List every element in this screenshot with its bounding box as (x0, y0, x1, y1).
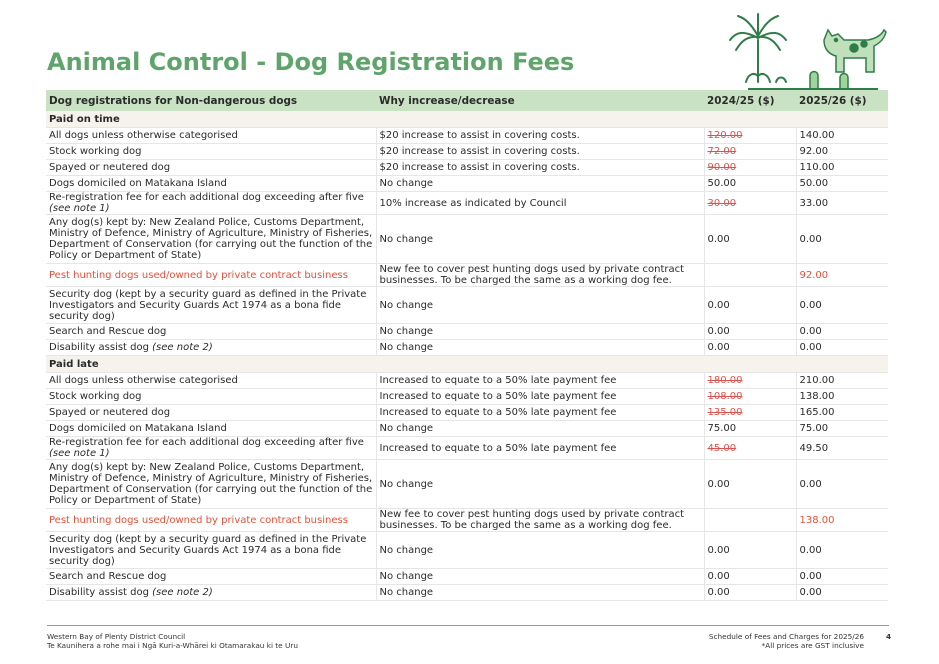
curr-fee-cell: 92.00 (796, 144, 888, 160)
prev-fee-cell: 0.00 (704, 585, 796, 601)
curr-fee-cell: 140.00 (796, 128, 888, 144)
item-cell: Security dog (kept by a security guard as defined in the Private Investigators and Security Guards Act 1974 as a bona fide security dog) (46, 532, 376, 569)
note-ref: (see note 2) (152, 342, 213, 353)
reason-cell: Increased to equate to a 50% late payment fee (376, 373, 704, 389)
prev-fee-cell: 135.00 (704, 405, 796, 421)
reason-cell: No change (376, 532, 704, 569)
table-row (46, 324, 888, 340)
table-row (46, 389, 888, 405)
footer-doc-title: Schedule of Fees and Charges for 2025/26 (708, 632, 864, 641)
curr-fee-cell: 75.00 (796, 421, 888, 437)
table-row (46, 405, 888, 421)
item-cell: Dogs domiciled on Matakana Island (46, 421, 376, 437)
header-reason: Why increase/decrease (376, 90, 704, 111)
curr-fee-cell: 49.50 (796, 437, 888, 460)
reason-cell: $20 increase to assist in covering costs. (376, 144, 704, 160)
item-cell: Pest hunting dogs used/owned by private contract business (46, 264, 376, 287)
curr-fee-cell: 0.00 (796, 569, 888, 585)
reason-cell: No change (376, 176, 704, 192)
reason-cell: No change (376, 340, 704, 356)
reason-cell: $20 increase to assist in covering costs. (376, 128, 704, 144)
item-text: Disability assist dog (49, 587, 149, 598)
page-title: Animal Control - Dog Registration Fees (47, 48, 575, 76)
prev-fee-cell: 72.00 (704, 144, 796, 160)
curr-fee-cell: 0.00 (796, 287, 888, 324)
curr-fee-cell: 138.00 (796, 389, 888, 405)
footer-divider (47, 625, 889, 626)
prev-fee-cell: 180.00 (704, 373, 796, 389)
reason-cell: Increased to equate to a 50% late payment fee (376, 389, 704, 405)
header-2024: 2024/25 ($) (704, 90, 796, 111)
reason-cell: 10% increase as indicated by Council (376, 192, 704, 215)
curr-fee-cell: 92.00 (796, 264, 888, 287)
curr-fee-cell: 0.00 (796, 340, 888, 356)
item-cell (46, 585, 376, 601)
table-row (46, 421, 888, 437)
item-cell: Stock working dog (46, 144, 376, 160)
reason-cell: No change (376, 569, 704, 585)
table-row (46, 585, 888, 601)
item-text: Re-registration fee for each additional dog exceeding after five (49, 192, 364, 203)
note-ref: (see note 1) (49, 203, 110, 214)
reason-cell: $20 increase to assist in covering costs. (376, 160, 704, 176)
prev-fee-cell: 0.00 (704, 324, 796, 340)
prev-fee-cell: 120.00 (704, 128, 796, 144)
table-row (46, 373, 888, 389)
table-row (46, 569, 888, 585)
table-row (46, 437, 888, 460)
prev-fee-cell: 50.00 (704, 176, 796, 192)
table-row (46, 264, 888, 287)
prev-fee-cell (704, 264, 796, 287)
reason-cell: Increased to equate to a 50% late payment fee (376, 437, 704, 460)
item-cell: Dogs domiciled on Matakana Island (46, 176, 376, 192)
footer-left (47, 632, 298, 650)
table-row (46, 144, 888, 160)
header-item: Dog registrations for Non-dangerous dogs (46, 90, 376, 111)
table-row (46, 340, 888, 356)
item-cell (46, 437, 376, 460)
prev-fee-cell: 0.00 (704, 569, 796, 585)
item-cell: Search and Rescue dog (46, 569, 376, 585)
prev-fee-cell: 30.00 (704, 192, 796, 215)
item-cell: Pest hunting dogs used/owned by private contract business (46, 509, 376, 532)
page-number: 4 (886, 632, 892, 641)
curr-fee-cell: 33.00 (796, 192, 888, 215)
table-header-row (46, 90, 888, 111)
table-row (46, 176, 888, 192)
table-row (46, 192, 888, 215)
item-cell: Stock working dog (46, 389, 376, 405)
prev-fee-cell: 108.00 (704, 389, 796, 405)
item-cell (46, 192, 376, 215)
section-heading-row (46, 111, 888, 128)
table-row (46, 160, 888, 176)
prev-fee-cell (704, 509, 796, 532)
item-cell: Security dog (kept by a security guard as defined in the Private Investigators and Security Guards Act 1974 as a bona fide security dog) (46, 287, 376, 324)
palm-tree-and-dog-illustration (728, 10, 888, 90)
prev-fee-cell: 0.00 (704, 340, 796, 356)
reason-cell: No change (376, 215, 704, 264)
item-cell: Any dog(s) kept by: New Zealand Police, Customs Department, Ministry of Defence, Ministry of Agriculture, Ministry of Fisheries, Department of Conservation (for carrying out the function of the Policy or Department of State) (46, 215, 376, 264)
table-row (46, 215, 888, 264)
fees-table (46, 90, 888, 601)
item-cell: Any dog(s) kept by: New Zealand Police, Customs Department, Ministry of Defence, Ministry of Agriculture, Ministry of Fisheries, Department of Conservation (for carrying out the function of the Policy or Department of State) (46, 460, 376, 509)
reason-cell: New fee to cover pest hunting dogs used by private contract businesses. To be charged the same as a working dog fee. (376, 509, 704, 532)
prev-fee-cell: 0.00 (704, 460, 796, 509)
reason-cell: New fee to cover pest hunting dogs used by private contract businesses. To be charged the same as a working dog fee. (376, 264, 704, 287)
curr-fee-cell: 0.00 (796, 215, 888, 264)
table-row (46, 460, 888, 509)
curr-fee-cell: 50.00 (796, 176, 888, 192)
table-row (46, 128, 888, 144)
footer-org-maori: Te Kaunihera a rohe mai i Ngā Kuri-a-Whārei ki Otamarakau ki te Uru (47, 641, 298, 650)
item-cell: All dogs unless otherwise categorised (46, 128, 376, 144)
prev-fee-cell: 0.00 (704, 215, 796, 264)
curr-fee-cell: 0.00 (796, 324, 888, 340)
curr-fee-cell: 165.00 (796, 405, 888, 421)
prev-fee-cell: 0.00 (704, 287, 796, 324)
item-cell: All dogs unless otherwise categorised (46, 373, 376, 389)
prev-fee-cell: 45.00 (704, 437, 796, 460)
prev-fee-cell: 75.00 (704, 421, 796, 437)
item-cell (46, 340, 376, 356)
section-heading: Paid on time (46, 111, 888, 128)
table-row (46, 287, 888, 324)
reason-cell: No change (376, 287, 704, 324)
item-cell: Spayed or neutered dog (46, 160, 376, 176)
prev-fee-cell: 0.00 (704, 532, 796, 569)
table-row (46, 509, 888, 532)
section-heading: Paid late (46, 356, 888, 373)
note-ref: (see note 2) (152, 587, 213, 598)
footer-org: Western Bay of Plenty District Council (47, 632, 186, 641)
table-row (46, 532, 888, 569)
reason-cell: No change (376, 324, 704, 340)
reason-cell: No change (376, 585, 704, 601)
reason-cell: Increased to equate to a 50% late payment fee (376, 405, 704, 421)
item-text: Disability assist dog (49, 342, 149, 353)
curr-fee-cell: 210.00 (796, 373, 888, 389)
item-cell: Spayed or neutered dog (46, 405, 376, 421)
curr-fee-cell: 110.00 (796, 160, 888, 176)
curr-fee-cell: 0.00 (796, 460, 888, 509)
footer-gst-note: *All prices are GST inclusive (761, 641, 864, 650)
curr-fee-cell: 0.00 (796, 532, 888, 569)
header-2025: 2025/26 ($) (796, 90, 888, 111)
footer-right (709, 632, 864, 650)
reason-cell: No change (376, 421, 704, 437)
item-text: Re-registration fee for each additional dog exceeding after five (49, 437, 364, 448)
curr-fee-cell: 138.00 (796, 509, 888, 532)
prev-fee-cell: 90.00 (704, 160, 796, 176)
reason-cell: No change (376, 460, 704, 509)
note-ref: (see note 1) (49, 448, 110, 459)
curr-fee-cell: 0.00 (796, 585, 888, 601)
item-cell: Search and Rescue dog (46, 324, 376, 340)
section-heading-row (46, 356, 888, 373)
